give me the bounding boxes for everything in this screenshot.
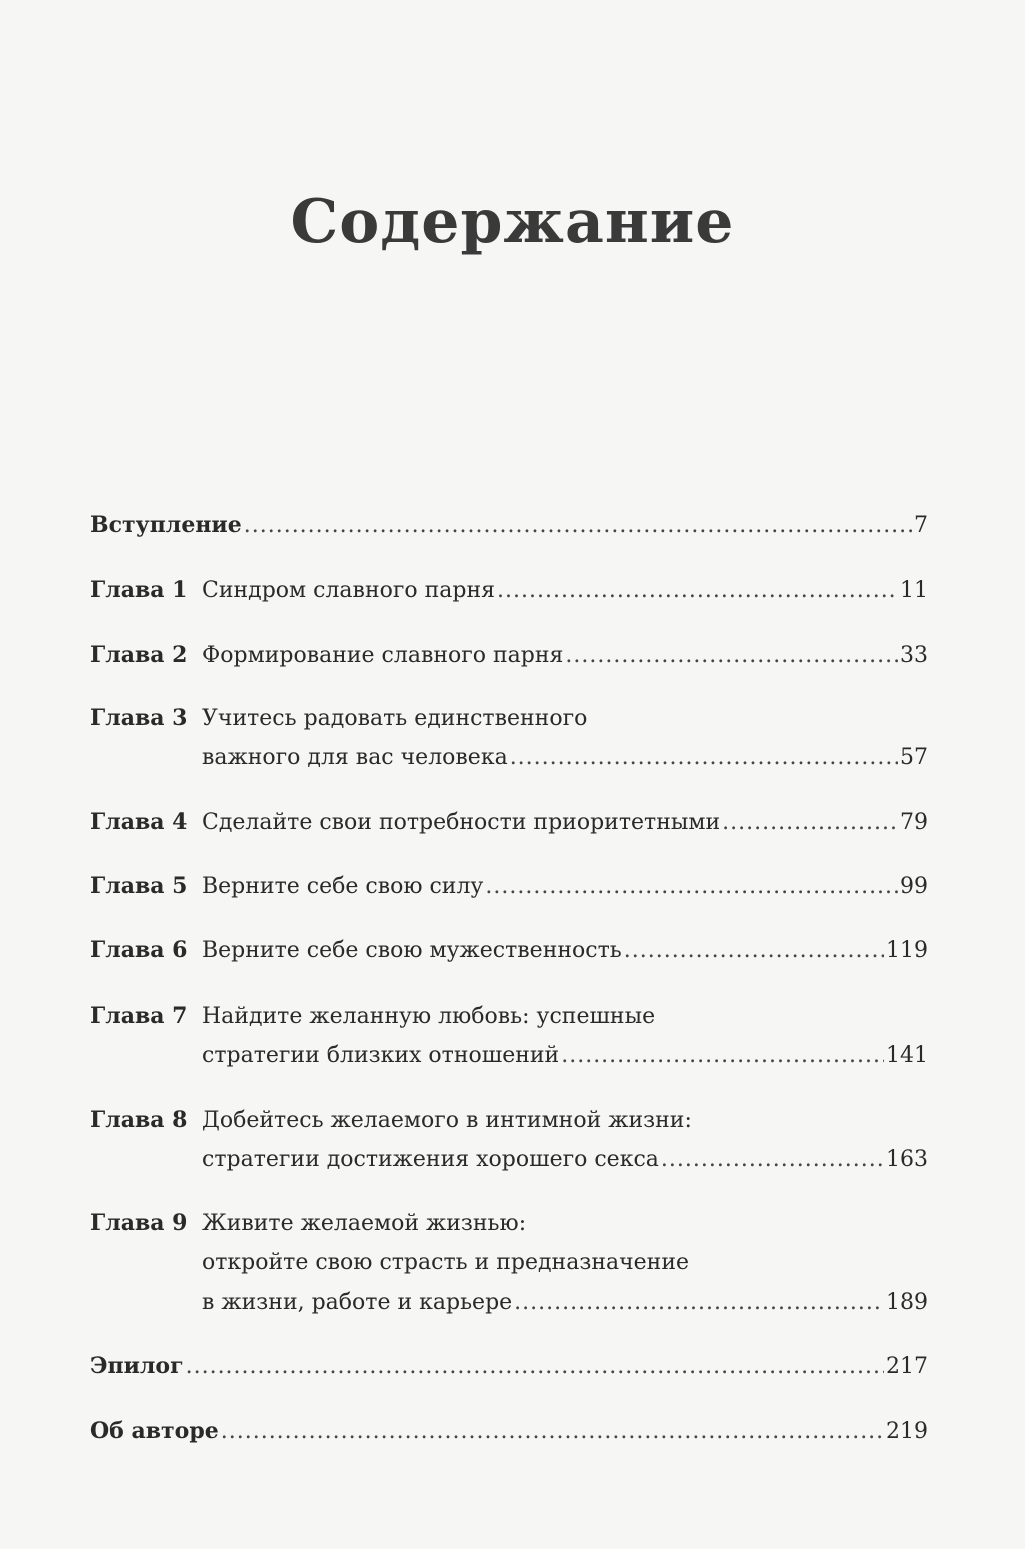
toc-title: стратегии достижения хорошего секса bbox=[202, 1147, 659, 1172]
toc-title: Синдром славного парня bbox=[202, 578, 496, 603]
toc-page-number: 7 bbox=[914, 513, 928, 538]
dot-leader bbox=[244, 506, 912, 546]
toc-line bbox=[90, 1411, 928, 1451]
toc-line bbox=[90, 996, 928, 1036]
toc-page-number: 163 bbox=[886, 1147, 928, 1172]
toc-title: Найдите желанную любовь: успешные bbox=[202, 1004, 656, 1029]
toc-label: Глава 7 bbox=[90, 1003, 188, 1029]
toc-line bbox=[90, 570, 928, 610]
toc-line bbox=[90, 930, 928, 970]
toc-line bbox=[90, 1243, 928, 1283]
toc-title: стратегии близких отношений bbox=[202, 1043, 560, 1068]
dot-leader bbox=[661, 1140, 884, 1180]
toc-line bbox=[90, 738, 928, 778]
toc-label: Глава 5 bbox=[90, 873, 188, 899]
toc-line bbox=[90, 1036, 928, 1076]
toc-page-number: 217 bbox=[886, 1354, 928, 1379]
toc-title: Сделайте свои потребности приоритетными bbox=[202, 810, 721, 835]
toc-title: в жизни, работе и карьере bbox=[202, 1290, 513, 1315]
dot-leader bbox=[561, 1036, 884, 1076]
toc-label: Глава 2 bbox=[90, 642, 188, 668]
toc-page-number: 189 bbox=[886, 1290, 928, 1315]
toc-title: откройте свою страсть и предназначение bbox=[202, 1250, 690, 1275]
toc-page-number: 119 bbox=[886, 938, 928, 963]
toc-title: Верните себе свою мужественность bbox=[202, 938, 622, 963]
dot-leader bbox=[485, 867, 898, 907]
toc-line bbox=[90, 1283, 928, 1323]
toc-title: важного для вас человека bbox=[202, 745, 508, 770]
toc-page-number: 99 bbox=[900, 874, 928, 899]
toc-line bbox=[90, 1346, 928, 1386]
dot-leader bbox=[186, 1347, 884, 1387]
toc-page-number: 57 bbox=[900, 745, 928, 770]
toc-page-number: 11 bbox=[900, 578, 928, 603]
toc-label: Глава 4 bbox=[90, 809, 188, 835]
toc-page-number: 33 bbox=[900, 643, 928, 668]
toc-label: Глава 6 bbox=[90, 937, 188, 963]
dot-leader bbox=[722, 803, 898, 843]
dot-leader bbox=[565, 636, 898, 676]
dot-leader bbox=[221, 1412, 884, 1452]
toc-line bbox=[90, 802, 928, 842]
dot-leader bbox=[510, 738, 898, 778]
toc-line bbox=[90, 1203, 928, 1243]
toc-label: Эпилог bbox=[90, 1353, 184, 1379]
toc-title: Верните себе свою силу bbox=[202, 874, 484, 899]
toc-title: Добейтесь желаемого в интимной жизни: bbox=[202, 1108, 692, 1133]
toc-line bbox=[90, 866, 928, 906]
toc-page-number: 141 bbox=[886, 1043, 928, 1068]
toc-title: Формирование славного парня bbox=[202, 643, 564, 668]
toc-line bbox=[90, 505, 928, 545]
toc-label: Вступление bbox=[90, 512, 242, 538]
toc-page-number: 219 bbox=[886, 1419, 928, 1444]
page-title: Содержание bbox=[290, 187, 735, 257]
toc-line bbox=[90, 1100, 928, 1140]
toc-label: Глава 3 bbox=[90, 705, 188, 731]
toc-line bbox=[90, 635, 928, 675]
toc-label: Глава 1 bbox=[90, 577, 188, 603]
toc-label: Об авторе bbox=[90, 1418, 219, 1444]
toc-label: Глава 8 bbox=[90, 1107, 188, 1133]
toc-page-number: 79 bbox=[900, 810, 928, 835]
toc-title: Живите желаемой жизнью: bbox=[202, 1211, 527, 1236]
toc-label: Глава 9 bbox=[90, 1210, 188, 1236]
toc-line bbox=[90, 698, 928, 738]
dot-leader bbox=[514, 1283, 884, 1323]
dot-leader bbox=[497, 571, 898, 611]
dot-leader bbox=[624, 931, 884, 971]
toc-line bbox=[90, 1140, 928, 1180]
toc-title: Учитесь радовать единственного bbox=[202, 706, 588, 731]
